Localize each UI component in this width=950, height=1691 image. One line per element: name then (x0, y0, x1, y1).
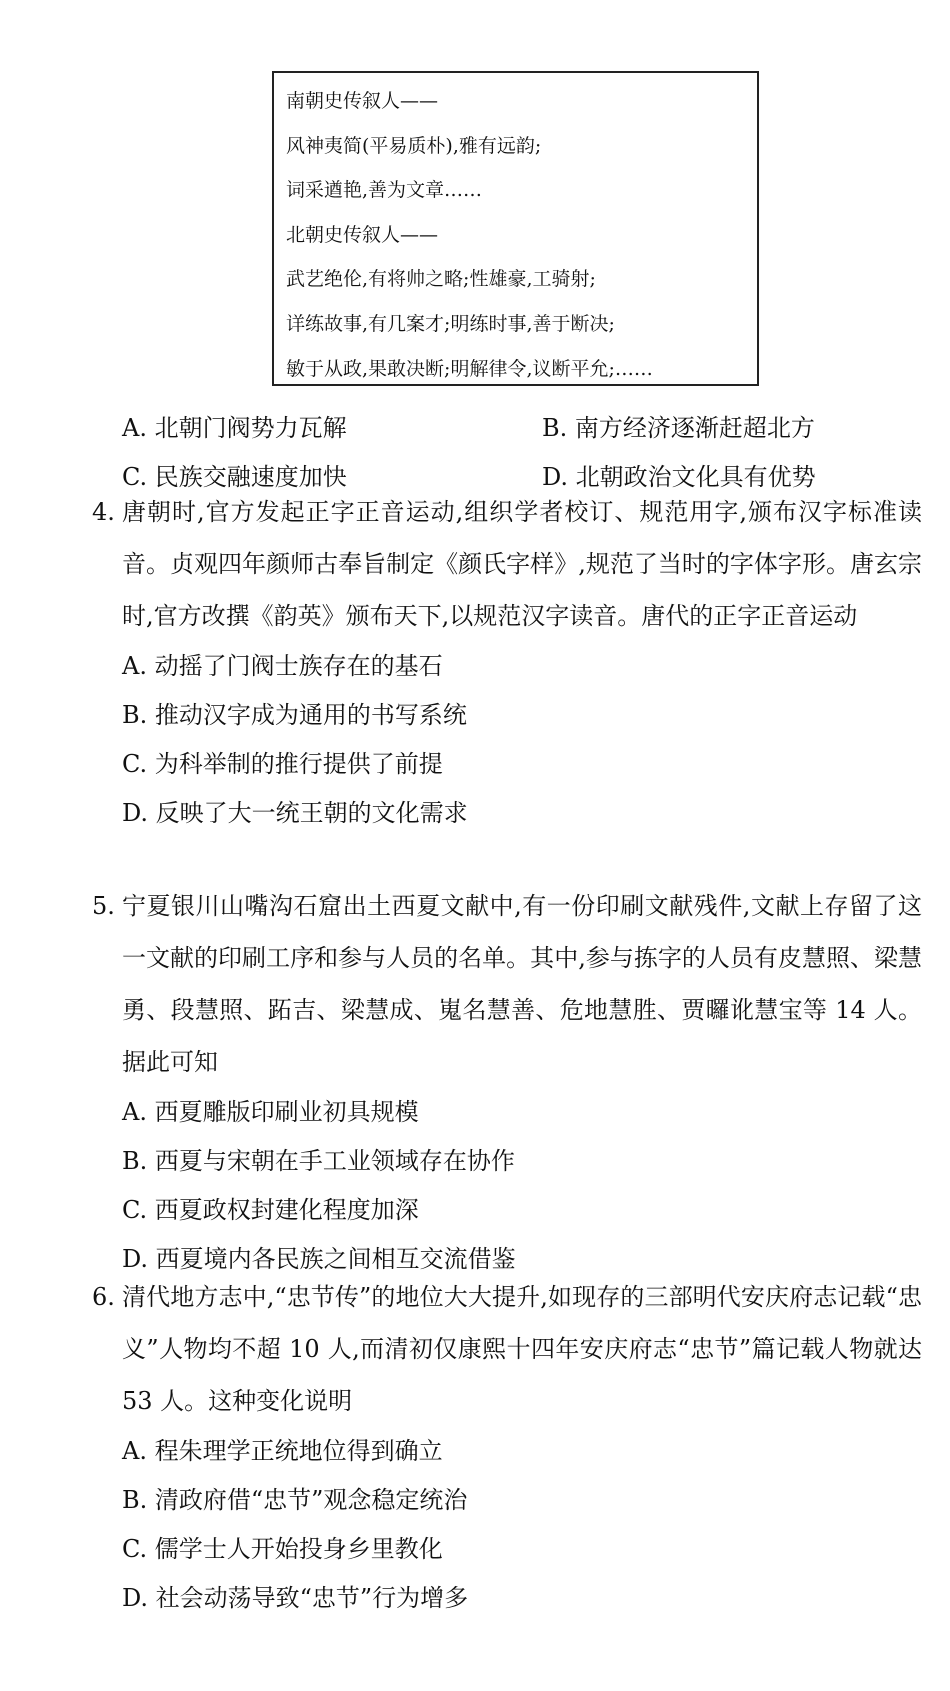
source-quote-box (272, 71, 759, 386)
question-number: 5. (92, 892, 115, 920)
quote-line-northern-heading: 北朝史传叙人—— (286, 223, 439, 246)
option-a: A. 西夏雕版印刷业初具规模 (122, 1098, 419, 1126)
option-b: B. 推动汉字成为通用的书写系统 (122, 701, 467, 729)
option-d: D. 西夏境内各民族之间相互交流借鉴 (122, 1245, 516, 1273)
option-a: A. 动摇了门阀士族存在的基石 (122, 652, 443, 680)
question-stem: 唐朝时,官方发起正字正音运动,组织学者校订、规范用字,颁布汉字标准读音。贞观四年颜师古奉旨制定《颜氏字样》,规范了当时的字体字形。唐玄宗时,官方改撰《韵英》颁布天下,以规范汉字读音。唐代的正字正音运动 (122, 498, 922, 630)
option-b: B. 西夏与宋朝在手工业领域存在协作 (122, 1147, 515, 1175)
question-number: 4. (92, 498, 115, 526)
quote-line: 武艺绝伦,有将帅之略;性雄豪,工骑射; (286, 268, 596, 291)
quote-line: 详练故事,有几案才;明练时事,善于断决; (286, 312, 615, 335)
quote-line: 词采遒艳,善为文章…… (286, 179, 483, 202)
q3-option-a: A. 北朝门阀势力瓦解 (122, 414, 347, 442)
q3-option-b: B. 南方经济逐渐赶超北方 (542, 414, 815, 442)
option-c: C. 为科举制的推行提供了前提 (122, 750, 443, 778)
question-stem: 清代地方志中,“忠节传”的地位大大提升,如现存的三部明代安庆府志记载“忠义”人物均不超 10 人,而清初仅康熙十四年安庆府志“忠节”篇记载人物就达 53 人。这种变化说明 (122, 1283, 922, 1415)
option-c: C. 西夏政权封建化程度加深 (122, 1196, 419, 1224)
q3-option-d: D. 北朝政治文化具有优势 (542, 463, 816, 491)
question-number: 6. (92, 1283, 115, 1311)
q3-option-row (122, 404, 922, 453)
question-6 (92, 1271, 922, 1623)
option-d: D. 社会动荡导致“忠节”行为增多 (122, 1584, 469, 1612)
question-5 (92, 880, 922, 1284)
q3-option-c: C. 民族交融速度加快 (122, 463, 347, 491)
option-b: B. 清政府借“忠节”观念稳定统治 (122, 1486, 468, 1514)
quote-line-southern-heading: 南朝史传叙人—— (286, 90, 439, 112)
option-a: A. 程朱理学正统地位得到确立 (122, 1437, 443, 1465)
quote-line: 敏于从政,果敢决断;明解律令,议断平允;…… (286, 357, 653, 380)
question-stem: 宁夏银川山嘴沟石窟出土西夏文献中,有一份印刷文献残件,文献上存留了这一文献的印刷工序和参与人员的名单。其中,参与拣字的人员有皮慧照、梁慧勇、段慧照、跖吉、梁慧成、嵬名慧善、危地慧胜、贾曪讹慧宝等 14 人。据此可知 (122, 892, 922, 1076)
quote-line: 风神夷简(平易质朴),雅有远韵; (286, 134, 542, 157)
question-4 (92, 486, 922, 838)
option-c: C. 儒学士人开始投身乡里教化 (122, 1535, 443, 1563)
option-d: D. 反映了大一统王朝的文化需求 (122, 799, 468, 827)
